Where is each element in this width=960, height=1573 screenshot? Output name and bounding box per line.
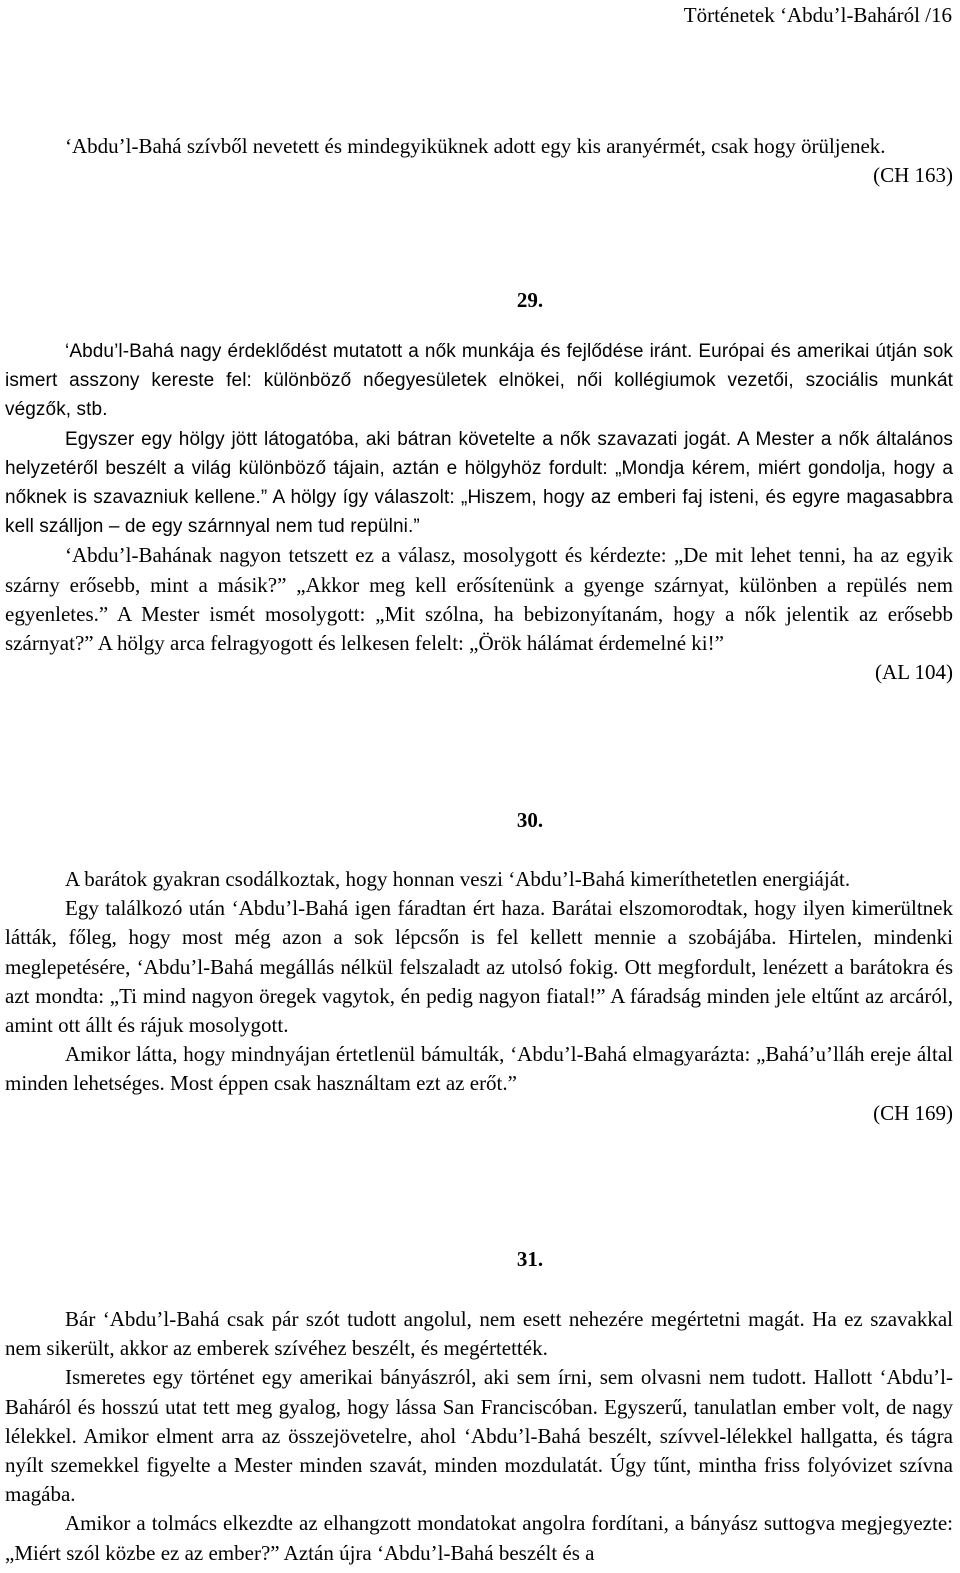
section-29: [5, 337, 953, 687]
paragraph: Egyszer egy hölgy jött látogatóba, aki bátran követelte a nők szavazati jogát. A Mester a nők általános helyzetéről beszélt a világ különböző tájain, aztán e hölgyhöz fordult: „Mondja kérem, miért gondolja, hogy a nőknek is szavazniuk kellene.” A hölgy így válaszolt: „Hiszem, hogy az emberi faj isteni, és egyre magasabbra kell szálljon – de egy szárnnyal nem tud repülni.”: [5, 428, 953, 538]
section-continuation: [5, 132, 953, 190]
paragraph: A barátok gyakran csodálkoztak, hogy honnan veszi ‘Abdu’l-Bahá kimeríthetetlen energiáját.: [65, 867, 851, 891]
paragraph: Amikor a tolmács elkezdte az elhangzott mondatokat angolra fordítani, a bányász suttogva megjegyezte: „Miért szól közbe ez az ember?” Aztán újra ‘Abdu’l-Bahá beszélt és a: [5, 1511, 953, 1565]
paragraph: Amikor látta, hogy mindnyájan értetlenül bámulták, ‘Abdu’l-Bahá elmagyarázta: „Bahá’u’lláh ereje által minden lehetséges. Most éppen csak használtam ezt az erőt.”: [5, 1042, 953, 1096]
section-number: 29.: [516, 288, 544, 312]
paragraph: ‘Abdu’l-Bahá szívből nevetett és mindegyiküknek adott egy kis aranyérmét, csak hogy örüljenek.: [65, 134, 886, 158]
section-30: [5, 865, 953, 1128]
reference: (AL 104): [875, 660, 953, 685]
section-number: 30.: [516, 808, 544, 832]
reference: (CH 163): [873, 163, 953, 188]
paragraph: Ismeretes egy történet egy amerikai bányászról, aki sem írni, sem olvasni nem tudott. Hallott ‘Abdu’l-Baháról és hosszú utat tett meg gyalog, hogy lássa San Franciscóban. Egyszerű, tanulatlan ember volt, de nagy lélekkel. Amikor elment arra az összejövetelre, ahol ‘Abdu’l-Bahá beszélt, szívvel-lélekkel hallgatta, és tágra nyílt szemekkel figyelte a Mester minden szavát, minden mozdulatát. Úgy tűnt, mintha friss folyóvizet szívna magába.: [5, 1365, 953, 1507]
section-31: [5, 1305, 953, 1568]
section-number: 31.: [516, 1247, 544, 1271]
paragraph: ‘Abdu’l-Bahának nagyon tetszett ez a válasz, mosolygott és kérdezte: „De mit lehet tenni, ha az egyik szárny erősebb, mint a másik?” „Akkor meg kell erősítenünk a gyenge szárnyat, különben a repülés nem egyenletes.” A Mester ismét mosolygott: „Mit szólna, ha bebizonyítanám, hogy a nők jelentik az erősebb szárnyat?” A hölgy arca felragyogott és lelkesen felelt: „Örök hálámat érdemelné ki!”: [5, 543, 953, 656]
paragraph: Bár ‘Abdu’l-Bahá csak pár szót tudott angolul, nem esett nehezére megértetni magát. Ha ez szavakkal nem sikerült, akkor az emberek szívéhez beszélt, és megértették.: [5, 1307, 953, 1361]
running-header: Történetek ‘Abdu’l-Baháról /16: [683, 3, 952, 27]
paragraph: ‘Abdu’l-Bahá nagy érdeklődést mutatott a nők munkája és fejlődése iránt. Európai és amerikai útján sok ismert asszony kereste fel: különböző nőegyesületek elnökei, női kollégiumok vezetői, szociális munkát végzők, stb.: [5, 341, 953, 421]
paragraph: Egy találkozó után ‘Abdu’l-Bahá igen fáradtan ért haza. Barátai elszomorodtak, hogy ilyen kimerültnek látták, főleg, hogy most még azon a sok lépcsőn is fel kellett mennie a szobájába. Hirtelen, mindenki meglepetésére, ‘Abdu’l-Bahá megállás nélkül felszaladt az utolsó fokig. Ott megfordult, lenézett a barátokra és azt mondta: „Ti mind nagyon öregek vagytok, én pedig nagyon fiatal!” A fáradság minden jele eltűnt az arcáról, amint ott állt és rájuk mosolygott.: [5, 896, 953, 1038]
reference: (CH 169): [873, 1100, 953, 1125]
